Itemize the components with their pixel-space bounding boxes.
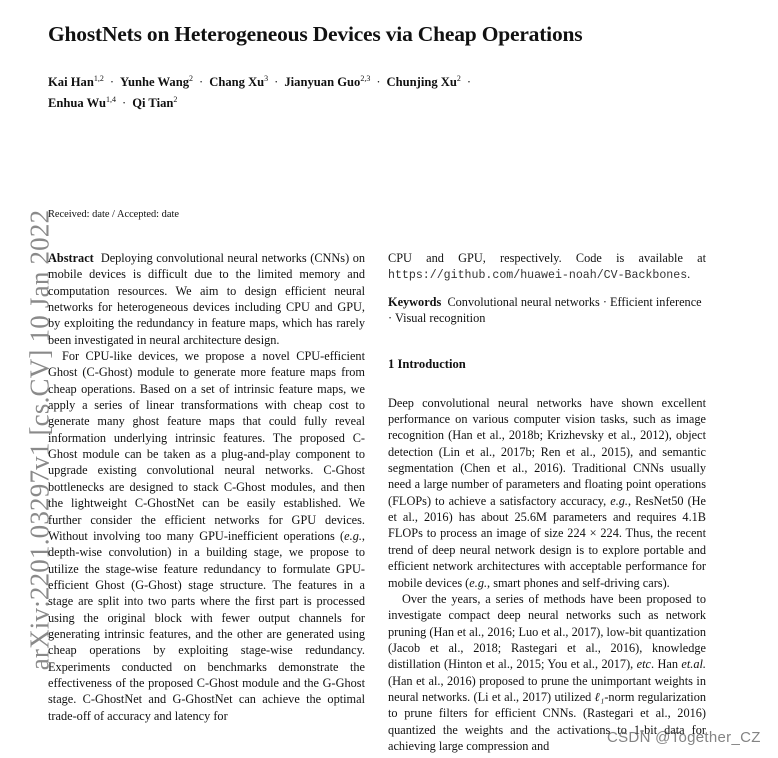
keywords-label: Keywords <box>388 294 442 309</box>
separator: · <box>274 75 279 90</box>
keywords: Keywords Convolutional neural networks · Efficient inference · Visual recognition <box>388 294 702 326</box>
abstract-label: Abstract <box>48 251 94 265</box>
author-name: Chang Xu$^3$ <box>209 74 269 90</box>
watermark: CSDN @Together_CZ <box>607 729 761 746</box>
separator: · <box>376 75 381 90</box>
author-name: Jianyuan Guo$^{2,3}$ <box>284 74 371 90</box>
left-column <box>48 250 365 724</box>
received-date: Received: date / Accepted: date <box>48 209 179 220</box>
separator: · <box>199 75 204 90</box>
separator: · <box>122 96 127 111</box>
section-heading: 1 Introduction <box>388 357 466 372</box>
arxiv-stamp: arXiv:2201.03297v1 [cs.CV] 10 Jan 2022 <box>24 209 55 671</box>
author-name: Yunhe Wang$^2$ <box>120 74 194 90</box>
separator: · <box>466 75 472 90</box>
abstract-continuation: CPU and GPU, respectively. Code is available at https://github.com/huawei-noah/CV-Backbones. <box>388 251 706 283</box>
code-link[interactable]: https://github.com/huawei-noah/CV-Backbones <box>388 269 688 283</box>
author-name: Qi Tian$^2$ <box>132 95 178 111</box>
abstract-paragraph: For CPU-like devices, we propose a novel CPU-efficient Ghost (C-Ghost) module to generate more feature maps from cheap operations. Based on a set of intrinsic feature maps, we apply a series of linear transformations with cheap cost to generate many ghost feature maps that could fully reveal information underlying intrinsic features. The proposed C-Ghost module can be taken as a plug-and-play component to upgrade existing convolutional neural networks. C-Ghost bottlenecks are designed to stack C-Ghost modules, and then the lightweight C-GhostNet can be easily established. We further consider the efficient networks for GPU devices. Without involving too many GPU-inefficient operations (e.g., depth-wise convolution) in a building stage, we propose to utilize the stage-wise feature redundancy to formulate GPU-efficient Ghost (G-Ghost) stage structure. The features in a stage are split into two parts where the first part is processed using the original block with fewer output channels for generating intrinsic features, and the other are generated using cheap operations by exploiting stage-wise redundancy. Experiments conducted on benchmarks demonstrate the effectiveness of the proposed C-Ghost module and the G-Ghost stage. C-GhostNet and G-GhostNet can achieve the optimal trade-off of accuracy and latency for <box>48 349 365 723</box>
author-list <box>48 70 608 112</box>
right-column <box>388 250 706 754</box>
author-name: Kai Han$^{1,2}$ <box>48 74 104 90</box>
intro-paragraph: Deep convolutional neural networks have shown excellent performance on various computer vision tasks, such as image recognition (Han et al., 2018b; Krizhevsky et al., 2012), object detection (Lin et al., 2017b; Ren et al., 2015), and semantic segmentation (Chen et al., 2016). Traditional CNNs usually need a large number of parameters and floating point operations (FLOPs) to achieve a satisfactory accuracy, e.g., ResNet50 (He et al., 2016) has about 25.6M parameters and requires 4.1B FLOPs to process an image of size 224 × 224. Thus, the recent trend of deep neural network design is to explore portable and efficient network architectures with acceptable performance for mobile devices (e.g., smart phones and self-driving cars). <box>388 395 706 590</box>
separator: · <box>109 75 115 90</box>
intro-paragraph: Over the years, a series of methods have been proposed to investigate compact deep neural networks such as network pruning (Han et al., 2016; Luo et al., 2017), low-bit quantization (Jacob et al., 2018; Rastegari et al., 2016), knowledge distillation (Hinton et al., 2015; You et al., 2017), etc. Han et.al. (Han et al., 2016) proposed to prune the unimportant weights in neural networks. (Li et al., 2017) utilized ℓ₁-norm regularization to prune filters for efficient CNNs. (Rastegari et al., 2016) quantized the weights and the activations to 1-bit data for achieving large compression and <box>388 591 706 753</box>
author-name: Enhua Wu$^{1,4}$ <box>48 95 116 111</box>
abstract-paragraph: Abstract Deploying convolutional neural networks (CNNs) on mobile devices is difficult due to the limited memory and computation resources. We aim to design efficient neural networks for heterogeneous devices including CPU and GPU, by exploiting the redundancy in feature maps, which has rarely been investigated in neural architecture design. <box>48 251 365 347</box>
author-name: Chunjing Xu$^2$ <box>386 74 461 90</box>
paper-title: GhostNets on Heterogeneous Devices via Cheap Operations <box>48 22 583 46</box>
